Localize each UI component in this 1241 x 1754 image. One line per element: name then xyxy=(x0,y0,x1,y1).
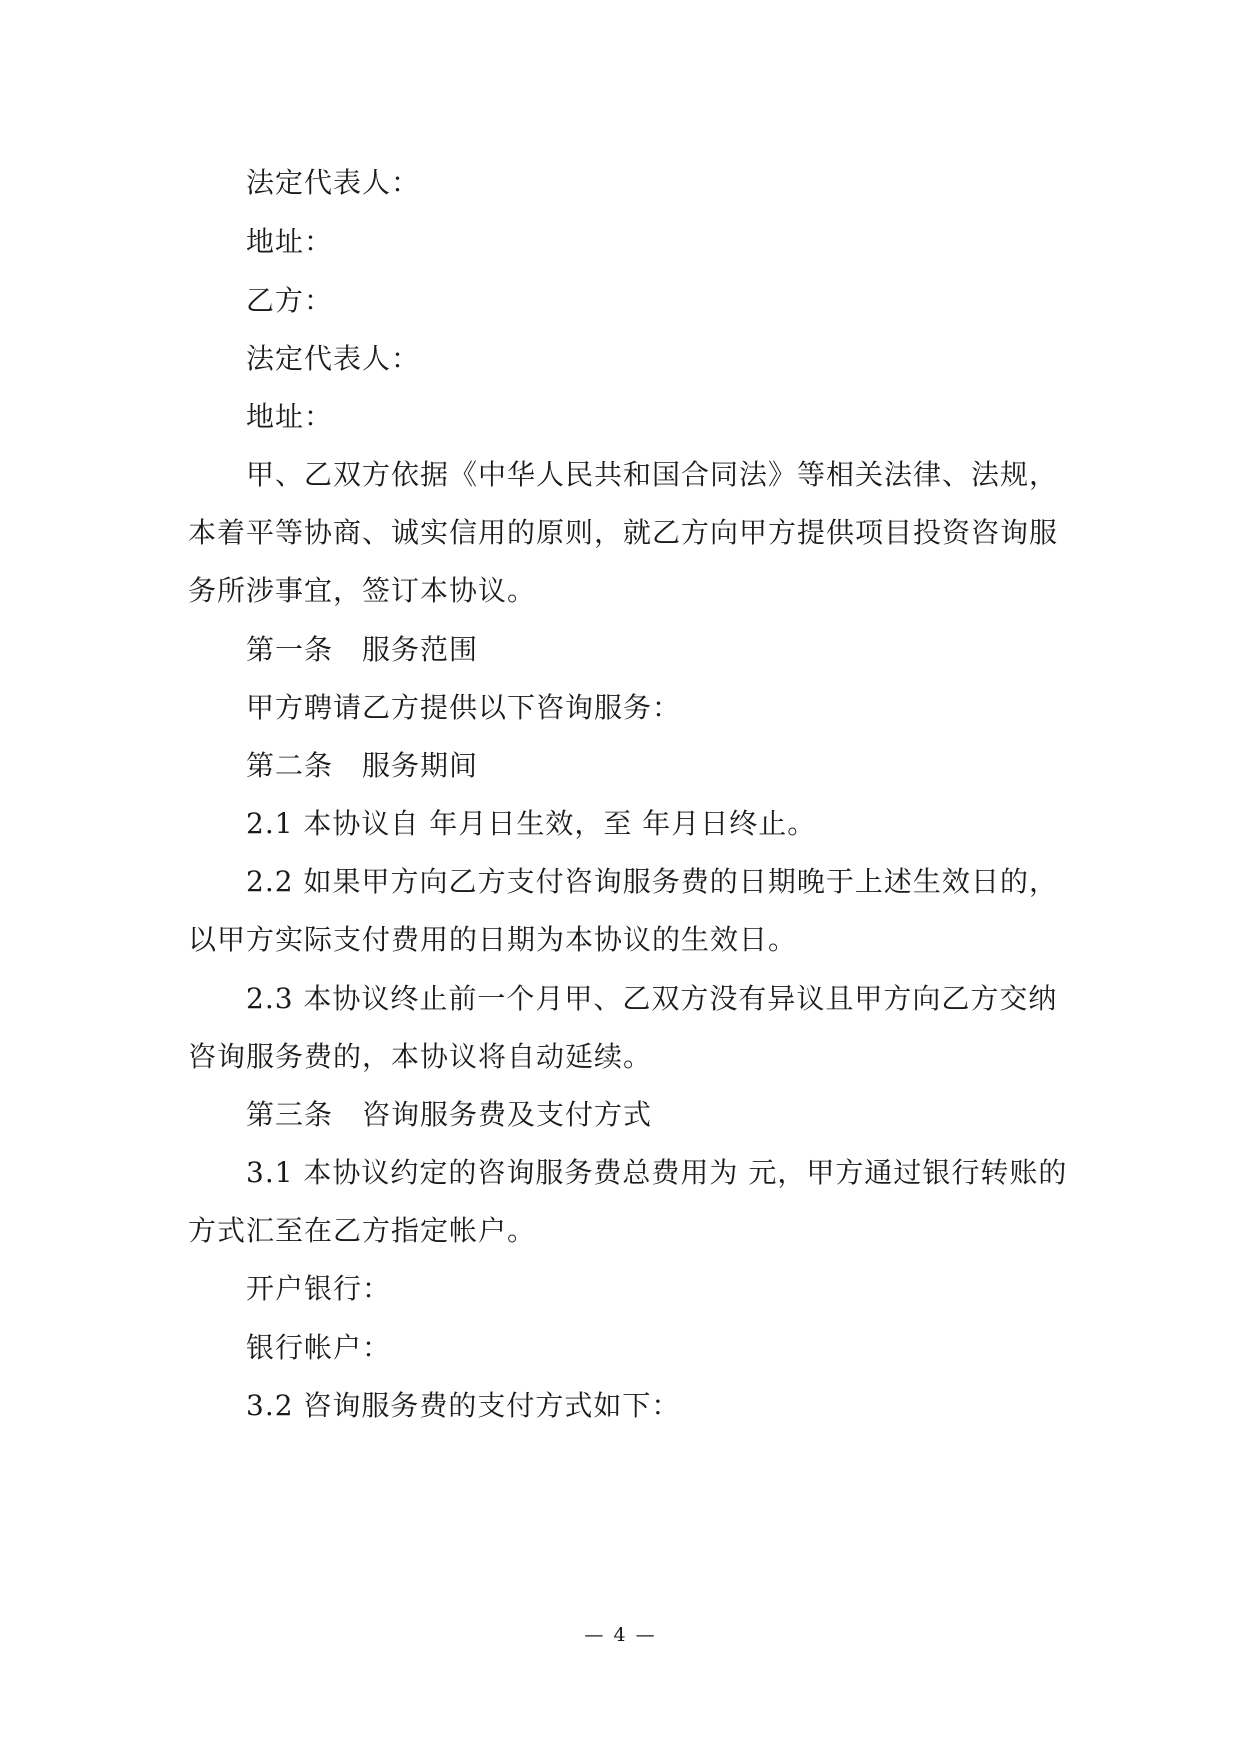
bank-account-line: 银行帐户： xyxy=(246,1331,392,1364)
clause-2-3-line-1: 2.3 本协议终止前一个月甲、乙双方没有异议且甲方向乙方交纳 xyxy=(246,982,1058,1015)
party-a-legal-representative-line: 法定代表人： xyxy=(246,166,421,199)
article-one-text: 甲方聘请乙方提供以下咨询服务： xyxy=(246,691,682,724)
clause-2-1: 2.1 本协议自 年月日生效，至 年月日终止。 xyxy=(246,807,817,840)
opening-bank-line: 开户银行： xyxy=(246,1272,392,1305)
party-b-legal-representative-line: 法定代表人： xyxy=(246,342,421,375)
page-number: — 4 — xyxy=(584,1624,657,1646)
party-b-address-line: 地址： xyxy=(246,400,334,433)
clause-3-1-line-1: 3.1 本协议约定的咨询服务费总费用为 元，甲方通过银行转账的 xyxy=(246,1156,1068,1189)
clause-3-1-line-2: 方式汇至在乙方指定帐户。 xyxy=(188,1214,537,1247)
clause-2-2-line-2: 以甲方实际支付费用的日期为本协议的生效日。 xyxy=(188,923,798,956)
article-one-heading: 第一条 服务范围 xyxy=(246,633,479,666)
party-b-line: 乙方： xyxy=(246,284,334,317)
clause-3-2: 3.2 咨询服务费的支付方式如下： xyxy=(246,1389,681,1422)
preamble-line-2: 本着平等协商、诚实信用的原则，就乙方向甲方提供项目投资咨询服 xyxy=(188,516,1059,549)
preamble-line-1: 甲、乙双方依据《中华人民共和国合同法》等相关法律、法规， xyxy=(246,458,1059,491)
preamble-line-3: 务所涉事宜，签订本协议。 xyxy=(188,574,537,607)
clause-2-3-line-2: 咨询服务费的，本协议将自动延续。 xyxy=(188,1040,653,1073)
clause-2-2-line-1: 2.2 如果甲方向乙方支付咨询服务费的日期晚于上述生效日的， xyxy=(246,865,1058,898)
party-a-address-line: 地址： xyxy=(246,225,334,258)
article-three-heading: 第三条 咨询服务费及支付方式 xyxy=(246,1098,653,1131)
article-two-heading: 第二条 服务期间 xyxy=(246,749,479,782)
